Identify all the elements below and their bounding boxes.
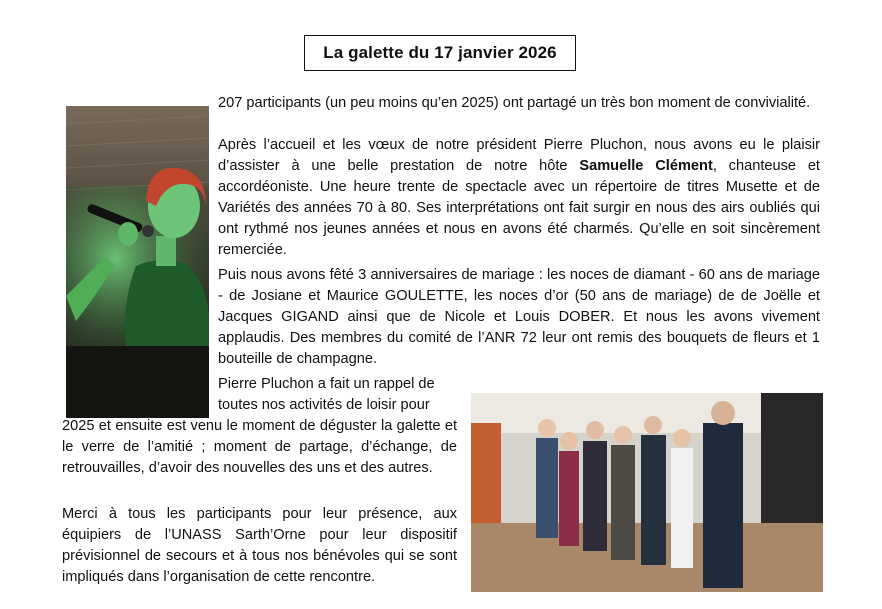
paragraph-activities-line1: Pierre Pluchon a fait un rappel de bbox=[218, 376, 435, 392]
paragraph-activities-line2: toutes nos activités de loisir pour bbox=[218, 396, 430, 413]
performer-name: Samuelle Clément bbox=[579, 157, 713, 174]
paragraph-activities bbox=[62, 374, 457, 479]
paragraph-intro: 207 participants (un peu moins qu’en 2025) ont partagé un très bon moment de convivialité. bbox=[218, 95, 811, 111]
paragraph-performance bbox=[218, 135, 820, 260]
paragraph-performance-start: Après l’accueil et les vœux de notre président Pierre Pluchon, nous avons eu le plaisir d’assister à une belle prestation de notre hôte bbox=[218, 137, 820, 174]
group-photo bbox=[471, 393, 823, 592]
paragraph-anniversaries: Puis nous avons fêté 3 anniversaires de mariage : les noces de diamant - 60 ans de mariage - de Josiane et Maurice GOULETTE, les noces d’or (50 ans de mariage) de de Joëlle et Jacques GIGAND ainsi que de Nicole et Louis DOBER. Et nous les avons vivement applaudis. Des membres du comité de l’ANR 72 leur ont remis des bouquets de fleurs et 1 bouteille de champagne. bbox=[218, 267, 820, 367]
paragraph-thanks: Merci à tous les participants pour leur présence, aux équipiers de l’UNASS Sarth’Orne pour leur dispositif prévisionnel de secours et à tous nos bénévoles qui se sont impliqués dans l’organisation de cette rencontre. bbox=[62, 506, 457, 585]
paragraph-activities-rest: 2025 et ensuite est venu le moment de déguster la galette et le verre de l’amitié ; moment de partage, d’échange, de retrouvailles, d’avoir des nouvelles des uns et des autres. bbox=[62, 417, 457, 476]
paragraph-performance-end: , chanteuse et accordéoniste. Une heure trente de spectacle avec un répertoire de titres Musette et de Variétés des années 70 à 80. Ses interprétations ont fait surgir en nous des airs oubliés qui ont rythmé nos jeunes années et nous en avons été charmés. Qu’elle en soit sincèrement remerciée. bbox=[218, 157, 820, 258]
singer-photo bbox=[66, 106, 209, 418]
page-title: La galette du 17 janvier 2026 bbox=[304, 35, 576, 71]
